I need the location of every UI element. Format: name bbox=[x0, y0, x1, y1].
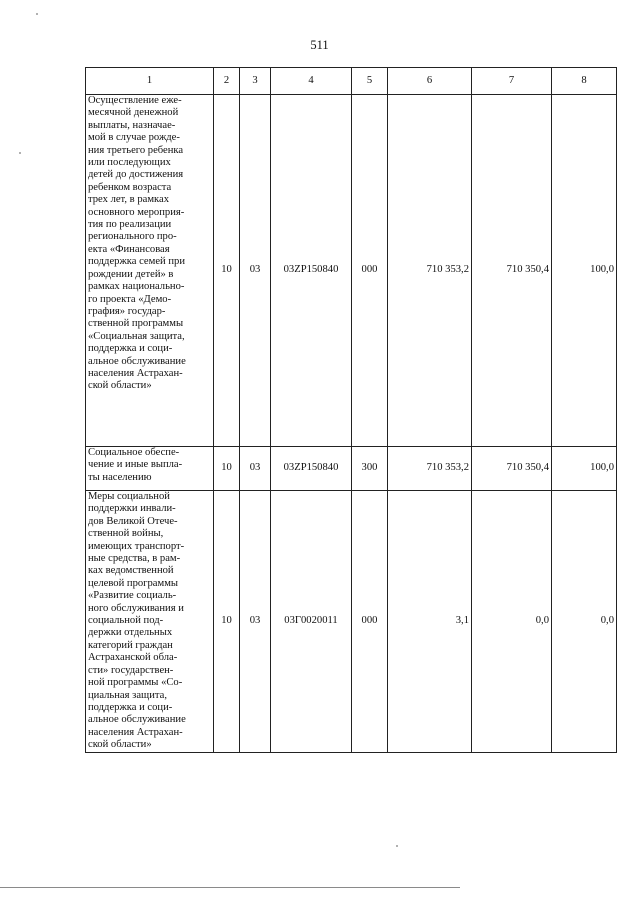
description-line: держки отдельных bbox=[88, 627, 173, 639]
scan-speck bbox=[19, 152, 21, 154]
description-line: ного обслуживания и bbox=[88, 602, 184, 614]
description-line: или последующих bbox=[88, 157, 171, 169]
scan-speck bbox=[36, 13, 38, 15]
table-header bbox=[86, 68, 617, 95]
target-article-cell: 03ZP150840 bbox=[271, 447, 352, 491]
description-line: ской области» bbox=[88, 739, 152, 751]
section-cell: 10 bbox=[214, 447, 240, 491]
header-cell-2: 2 bbox=[214, 68, 240, 95]
header-cell-1: 1 bbox=[86, 68, 214, 95]
description-line: Меры социальной bbox=[88, 491, 170, 502]
description-line: трех лет, в рамках bbox=[88, 194, 170, 206]
description-line: поддержка и соци- bbox=[88, 701, 173, 713]
description-line: месячной денежной bbox=[88, 107, 179, 119]
description-line: ния третьего ребенка bbox=[88, 144, 184, 156]
header-cell-5: 5 bbox=[352, 68, 388, 95]
percent-col8-cell: 0,0 bbox=[552, 491, 617, 753]
subsection-cell: 03 bbox=[240, 491, 271, 753]
section-cell: 10 bbox=[214, 491, 240, 753]
description-line: сти» государствен- bbox=[88, 664, 174, 676]
description-line: рамках национально- bbox=[88, 281, 185, 293]
description-line: ребенком возраста bbox=[88, 181, 172, 193]
description-line: ках ведомственной bbox=[88, 565, 174, 577]
percent-col8-cell: 100,0 bbox=[552, 95, 617, 447]
description-line: детей до достижения bbox=[88, 169, 184, 181]
description-line: мой в случае рожде- bbox=[88, 132, 180, 144]
description-line: дов Великой Отече- bbox=[88, 515, 178, 527]
description-line: Социальное обеспе- bbox=[88, 447, 180, 458]
expense-type-cell: 000 bbox=[352, 491, 388, 753]
description-line: Астраханской обла- bbox=[88, 652, 178, 664]
percent-col8-cell: 100,0 bbox=[552, 447, 617, 491]
amount-col6-cell: 710 353,2 bbox=[388, 95, 472, 447]
header-cell-8: 8 bbox=[552, 68, 617, 95]
description-line: населения Астрахан- bbox=[88, 367, 183, 379]
description-line: выплаты, назначае- bbox=[88, 119, 176, 131]
description-line: поддержка семей при bbox=[88, 256, 185, 268]
description-line: альное обслуживание bbox=[88, 355, 186, 367]
table-body bbox=[86, 95, 617, 753]
description-line: альное обслуживание bbox=[88, 714, 186, 726]
description-line: ственной войны, bbox=[88, 528, 164, 540]
target-article-cell: 03ZP150840 bbox=[271, 95, 352, 447]
description-line: ной программы «Со- bbox=[88, 677, 183, 689]
table-row bbox=[86, 95, 617, 447]
amount-col7-cell: 0,0 bbox=[472, 491, 552, 753]
description-line: го проекта «Демо- bbox=[88, 293, 172, 305]
description-line: населения Астрахан- bbox=[88, 726, 183, 738]
amount-col6-cell: 710 353,2 bbox=[388, 447, 472, 491]
description-line: циальная защита, bbox=[88, 689, 167, 701]
description-line: «Развитие социаль- bbox=[88, 590, 177, 602]
amount-col6-cell: 3,1 bbox=[388, 491, 472, 753]
budget-table bbox=[85, 67, 617, 753]
description-line: целевой программы bbox=[88, 577, 179, 589]
amount-col7-cell: 710 350,4 bbox=[472, 447, 552, 491]
expense-type-cell: 300 bbox=[352, 447, 388, 491]
scan-edge-line bbox=[0, 887, 460, 888]
description-line: ской области» bbox=[88, 380, 152, 392]
description-line: социальной под- bbox=[88, 615, 164, 627]
amount-col7-cell: 710 350,4 bbox=[472, 95, 552, 447]
row-description bbox=[86, 95, 214, 447]
description-line: ственной программы bbox=[88, 318, 184, 330]
header-cell-3: 3 bbox=[240, 68, 271, 95]
description-line: тия по реализации bbox=[88, 219, 172, 231]
section-cell: 10 bbox=[214, 95, 240, 447]
header-cell-6: 6 bbox=[388, 68, 472, 95]
description-line: ные средства, в рам- bbox=[88, 553, 181, 565]
target-article-cell: 03Г0020011 bbox=[271, 491, 352, 753]
description-line: основного мероприя- bbox=[88, 206, 185, 218]
scan-speck bbox=[396, 845, 398, 847]
description-line: екта «Финансовая bbox=[88, 243, 170, 255]
header-cell-7: 7 bbox=[472, 68, 552, 95]
table-row bbox=[86, 447, 617, 491]
page-number: 511 bbox=[310, 38, 329, 52]
description-line: регионального про- bbox=[88, 231, 177, 243]
description-line: поддержка и соци- bbox=[88, 343, 173, 355]
row-description bbox=[86, 447, 214, 491]
description-line: рождении детей» в bbox=[88, 268, 174, 280]
description-line: имеющих транспорт- bbox=[88, 540, 185, 552]
description-line: «Социальная защита, bbox=[88, 330, 185, 342]
description-line: категорий граждан bbox=[88, 639, 173, 651]
row-description bbox=[86, 491, 214, 753]
subsection-cell: 03 bbox=[240, 447, 271, 491]
description-line: графия» государ- bbox=[88, 305, 166, 317]
header-row bbox=[86, 68, 617, 95]
expense-type-cell: 000 bbox=[352, 95, 388, 447]
table-row bbox=[86, 491, 617, 753]
header-cell-4: 4 bbox=[271, 68, 352, 95]
description-line: чение и иные выпла- bbox=[88, 459, 183, 471]
description-line: ты населению bbox=[88, 471, 152, 483]
description-line: поддержки инвали- bbox=[88, 503, 176, 515]
subsection-cell: 03 bbox=[240, 95, 271, 447]
description-line: Осуществление еже- bbox=[88, 95, 182, 106]
